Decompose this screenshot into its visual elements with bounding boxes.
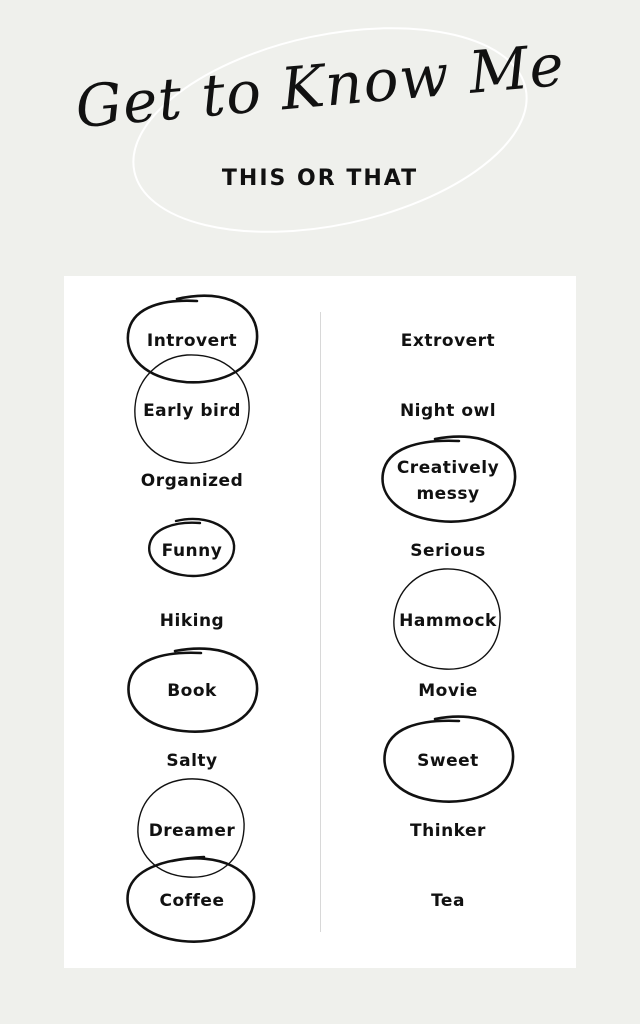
option-row <box>320 726 576 796</box>
option-book[interactable]: Book <box>167 681 217 701</box>
option-salty[interactable]: Salty <box>166 751 218 771</box>
option-row <box>64 376 320 446</box>
option-creatively-messy[interactable]: Creatively messy <box>396 458 500 504</box>
left-column <box>64 306 320 936</box>
option-sweet[interactable]: Sweet <box>417 751 479 771</box>
option-row <box>64 516 320 586</box>
option-introvert[interactable]: Introvert <box>146 331 238 351</box>
option-night-owl[interactable]: Night owl <box>399 401 497 421</box>
option-dreamer[interactable]: Dreamer <box>148 821 236 841</box>
option-coffee[interactable]: Coffee <box>159 891 225 911</box>
option-organized[interactable]: Organized <box>140 471 244 491</box>
option-row <box>64 586 320 656</box>
option-early-bird[interactable]: Early bird <box>143 401 241 421</box>
option-movie[interactable]: Movie <box>418 681 478 701</box>
option-row <box>64 656 320 726</box>
option-tea[interactable]: Tea <box>431 891 465 911</box>
option-row <box>64 866 320 936</box>
option-row <box>320 446 576 516</box>
option-extrovert[interactable]: Extrovert <box>400 331 496 351</box>
option-row <box>64 726 320 796</box>
option-hiking[interactable]: Hiking <box>159 611 225 631</box>
option-serious[interactable]: Serious <box>410 541 486 561</box>
option-hammock[interactable]: Hammock <box>399 611 497 631</box>
option-funny[interactable]: Funny <box>161 541 223 561</box>
this-or-that-card <box>64 276 576 968</box>
option-row <box>320 586 576 656</box>
option-row <box>320 376 576 446</box>
option-row <box>64 796 320 866</box>
option-row <box>320 656 576 726</box>
page-subtitle: THIS OR THAT <box>221 166 419 191</box>
option-row <box>64 306 320 376</box>
right-column <box>320 306 576 936</box>
option-row <box>64 446 320 516</box>
option-row <box>320 866 576 936</box>
option-row <box>320 306 576 376</box>
option-row <box>320 516 576 586</box>
option-thinker[interactable]: Thinker <box>410 821 486 841</box>
option-row <box>320 796 576 866</box>
page-title: Get to Know Me <box>72 30 568 142</box>
